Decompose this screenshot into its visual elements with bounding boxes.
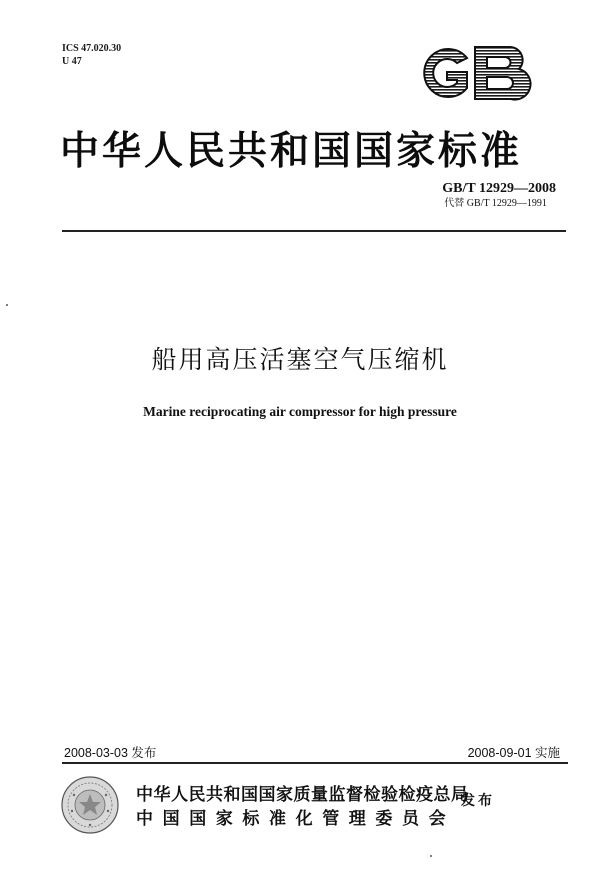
national-standard-title: 中华人民共和国国家标准 xyxy=(60,128,523,174)
issuer-sac: 中国国家标准化管理委员会 xyxy=(136,809,456,829)
replaced-standard: 代替 GB/T 12929—1991 xyxy=(444,198,547,209)
scan-speck xyxy=(6,304,8,306)
issue-date: 2008-03-03 发布 xyxy=(64,746,157,760)
publish-label: 发布 xyxy=(461,793,495,809)
gb-logo xyxy=(413,44,535,102)
standard-code-block xyxy=(442,181,556,210)
implementation-date: 2008-09-01 实施 xyxy=(467,746,560,760)
document-title-cn: 船用高压活塞空气压缩机 xyxy=(151,345,449,374)
ccs-code: U 47 xyxy=(62,56,82,67)
header-divider xyxy=(62,230,566,232)
document-title-en: Marine reciprocating air compressor for high pressure xyxy=(143,404,457,419)
national-emblem-seal xyxy=(60,775,120,835)
classification-codes xyxy=(62,42,121,68)
scan-speck xyxy=(430,855,432,857)
standard-code: GB/T 12929—2008 xyxy=(442,181,556,196)
ics-code: ICS 47.020.30 xyxy=(62,43,122,54)
issuer-aqsiq: 中华人民共和国国家质量监督检验检疫总局 xyxy=(136,785,469,805)
footer-divider xyxy=(62,762,568,764)
